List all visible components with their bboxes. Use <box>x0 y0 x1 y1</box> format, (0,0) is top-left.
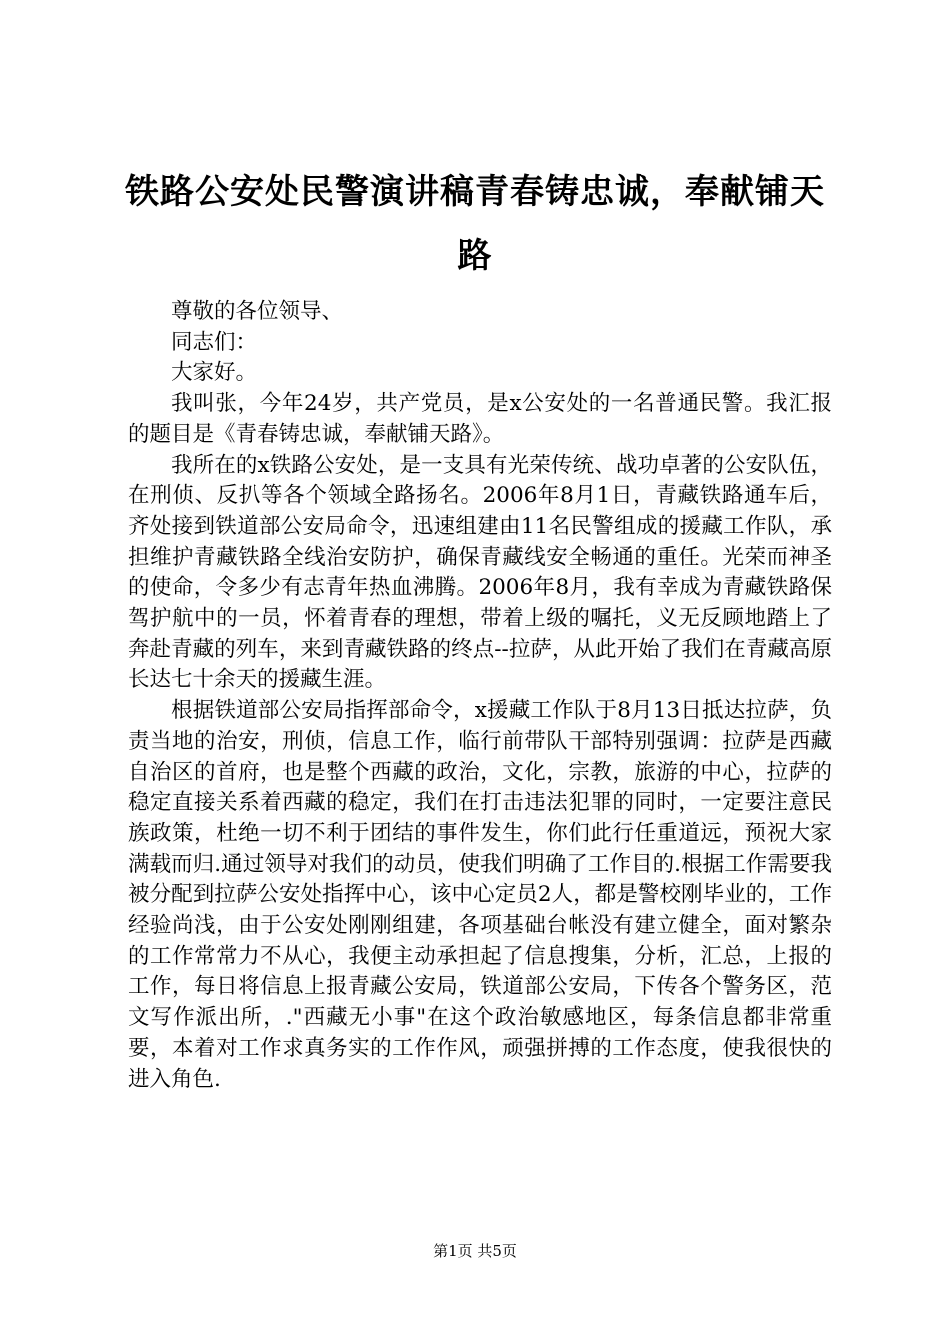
greeting-paragraph: 大家好。 <box>171 360 258 386</box>
salutation-paragraph: 同志们： <box>171 329 258 355</box>
body-paragraph: 我所在的x铁路公安处，是一支具有光荣传统、战功卓著的公安队伍，在刑侦、反扒等各个领域全路扬名。2006年8月1日，青藏铁路通车后，齐处接到铁道部公安局命令，迅速组建由11名民警组成的援藏工作队，承担维护青藏铁路全线治安防护，确保青藏线安全畅通的重任。光荣而神圣的使命，令多少有志青年热血沸腾。2006年8月，我有幸成为青藏铁路保驾护航中的一员，怀着青春的理想，带着上级的嘱托，义无反顾地踏上了奔赴青藏的列车，来到青藏铁路的终点--拉萨，从此开始了我们在青藏高原长达七十余天的援藏生涯。 <box>128 452 832 693</box>
body-paragraph: 根据铁道部公安局指挥部命令，x援藏工作队于8月13日抵达拉萨，负责当地的治安，刑侦，信息工作，临行前带队干部特别强调：拉萨是西藏自治区的首府，也是整个西藏的政治，文化，宗教，旅游的中心，拉萨的稳定直接关系着西藏的稳定，我们在打击违法犯罪的同时，一定要注意民族政策，杜绝一切不利于团结的事件发生，你们此行任重道远，预祝大家满载而归.通过领导对我们的动员，使我们明确了工作目的.根据工作需要我被分配到拉萨公安处指挥中心，该中心定员2人，都是警校刚毕业的，工作经验尚浅，由于公安处刚刚组建，各项基础台帐没有建立健全，面对繁杂的工作常常力不从心，我便主动承担起了信息搜集，分析，汇总，上报的工作，每日将信息上报青藏公安局，铁道部公安局，下传各个警务区，范文写作派出所，."西藏无小事"在这个政治敏感地区，每条信息都非常重要，本着对工作求真务实的工作作风，顽强拼搏的工作态度，使我很快的进入角色. <box>128 698 832 1092</box>
document-title: 铁路公安处民警演讲稿青春铸忠诚，奉献铺天路 <box>125 172 825 276</box>
salutation-paragraph: 尊敬的各位领导、 <box>171 299 344 324</box>
document-body <box>128 297 832 1095</box>
body-paragraph: 我叫张，今年24岁，共产党员，是x公安处的一名普通民警。我汇报的题目是《青春铸忠诚，奉献铺天路》。 <box>128 391 832 447</box>
page-number-footer: 第1页 共5页 <box>433 1242 517 1260</box>
